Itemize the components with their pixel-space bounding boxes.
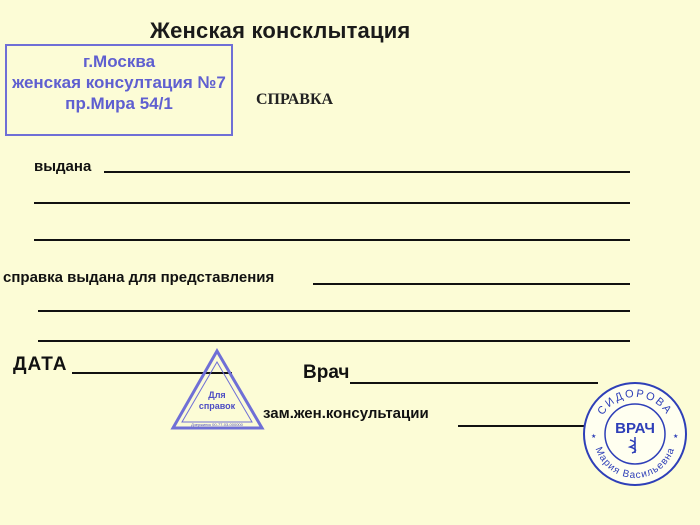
svg-text:★: ★: [673, 433, 679, 440]
presented-to-line-3[interactable]: [38, 340, 630, 342]
doctor-stamp: [582, 381, 688, 487]
clinic-stamp: [5, 44, 233, 136]
issued-to-line-2[interactable]: [34, 202, 630, 204]
presented-to-line[interactable]: [313, 283, 630, 285]
deputy-signature-line[interactable]: [458, 425, 593, 427]
issued-to-line[interactable]: [104, 171, 630, 173]
doctor-stamp-title: ВРАЧ: [615, 420, 655, 437]
deputy-label: зам.жен.консультации: [263, 405, 429, 422]
presented-to-label: справка выдана для представления: [3, 269, 275, 286]
doctor-label: Врач: [303, 362, 350, 383]
clinic-stamp-city: г.Москва: [82, 52, 156, 71]
doctor-stamp-surname: СИДОРОВА: [595, 387, 675, 418]
issued-to-label: выдана: [34, 158, 92, 175]
triangle-stamp-text-1: Для: [208, 390, 226, 400]
date-label: ДАТА: [13, 354, 68, 375]
issued-to-line-3[interactable]: [34, 239, 630, 241]
triangle-stamp-bottom-text: Дзержинск 00-77-03-000000: [191, 422, 243, 427]
doctor-signature-line[interactable]: [350, 382, 598, 384]
document-type: СПРАВКА: [256, 91, 334, 108]
svg-text:★: ★: [591, 433, 597, 440]
triangle-stamp-text-2: справок: [198, 401, 236, 411]
clinic-stamp-name: женская консултация №7: [12, 73, 226, 92]
triangle-stamp: [170, 348, 265, 433]
page-title: Женская консклытация: [150, 18, 411, 43]
clinic-stamp-address: пр.Мира 54/1: [65, 94, 173, 113]
presented-to-line-2[interactable]: [38, 310, 630, 312]
doctor-stamp-name: Мария Васильевна: [592, 445, 678, 482]
